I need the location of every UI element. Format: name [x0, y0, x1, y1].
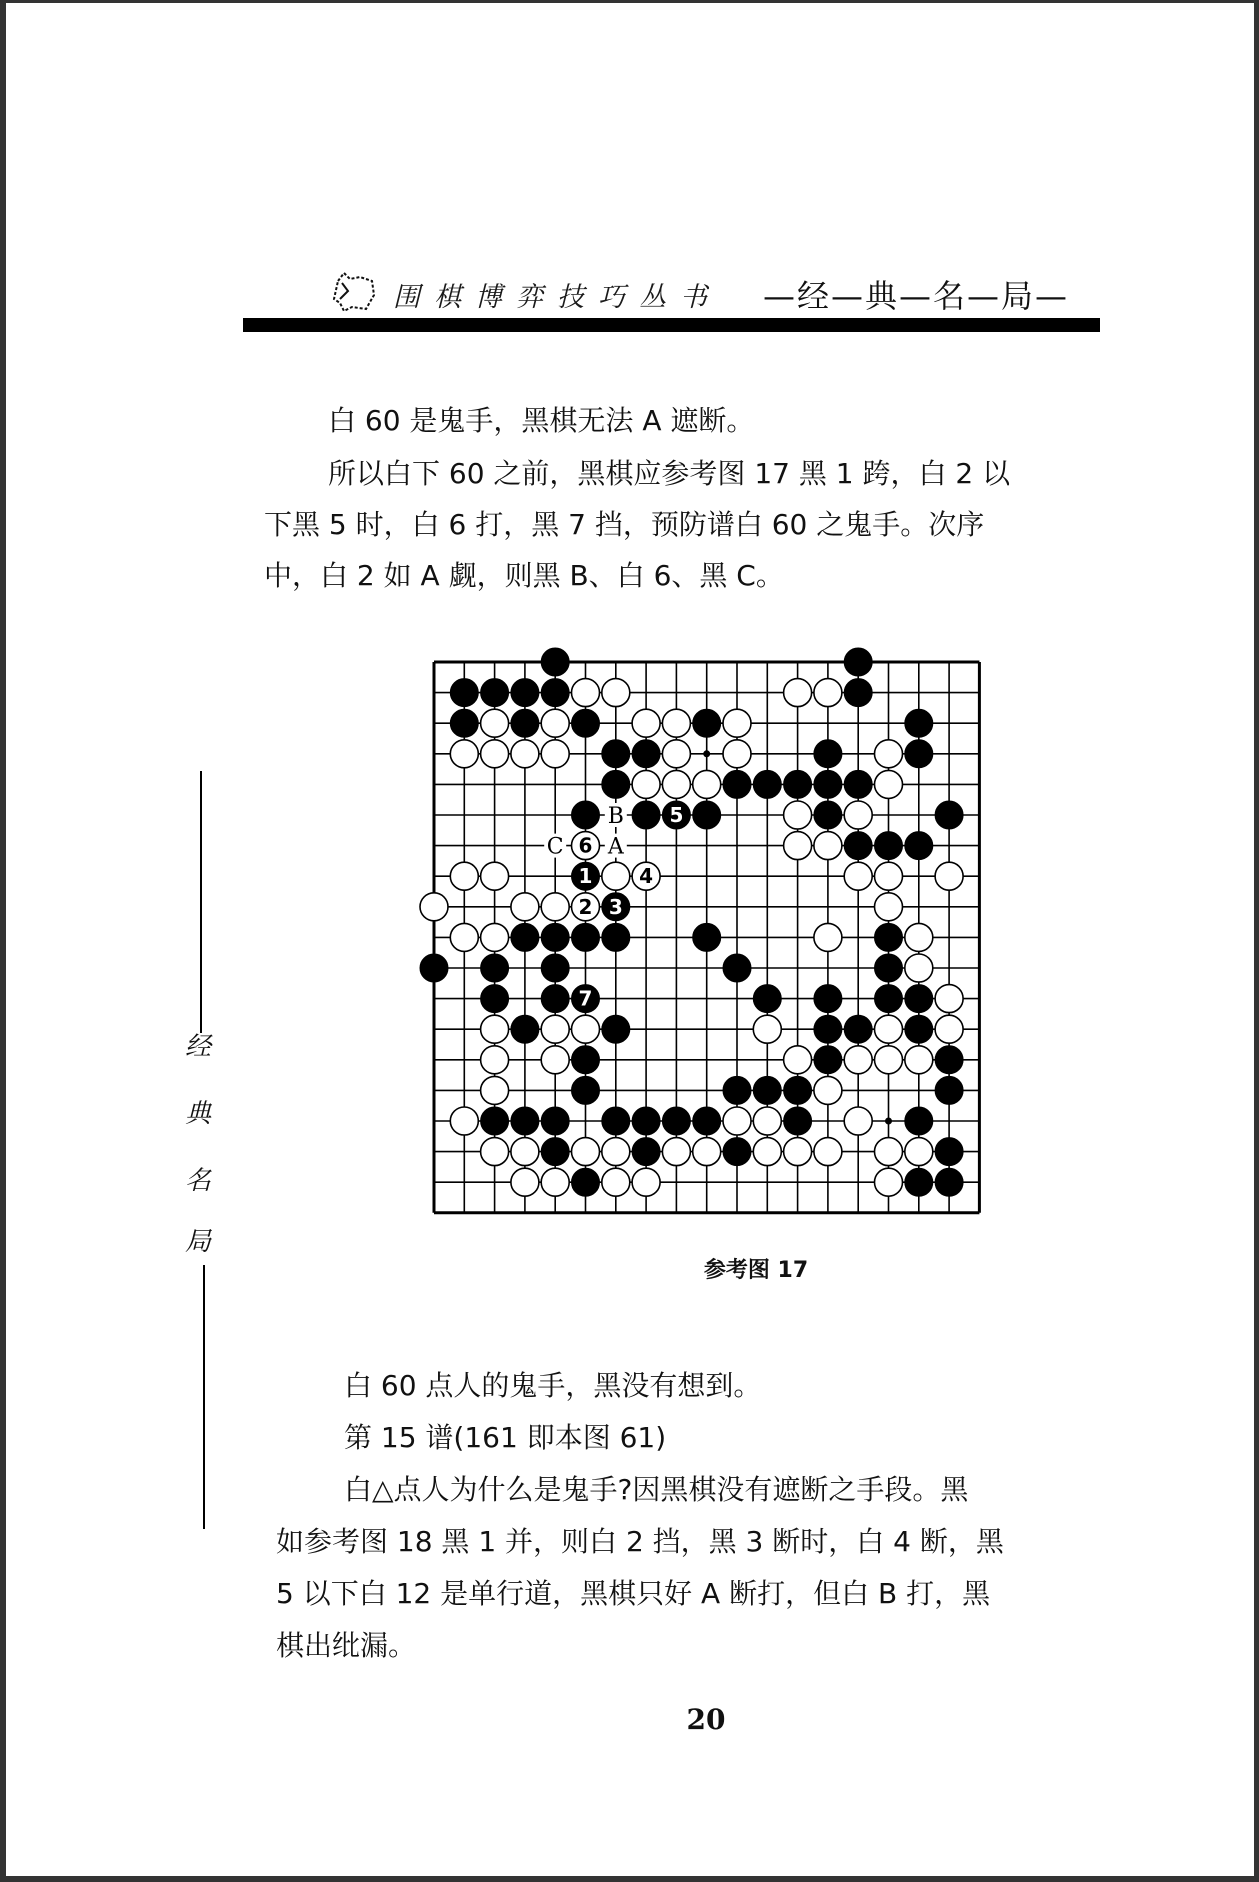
black-stone [632, 740, 660, 768]
white-stone [723, 740, 751, 768]
black-stone [693, 709, 721, 737]
white-stone [935, 985, 963, 1013]
white-stone [541, 709, 569, 737]
white-stone [905, 1138, 933, 1166]
white-stone [662, 740, 690, 768]
go-board-diagram [410, 642, 1000, 1242]
black-stone [905, 985, 933, 1013]
white-stone [753, 1015, 781, 1043]
black-stone [844, 1015, 872, 1043]
white-stone [723, 709, 751, 737]
black-stone [875, 832, 903, 860]
white-stone [753, 1107, 781, 1135]
white-stone [450, 862, 478, 890]
black-stone [935, 1168, 963, 1196]
black-stone [541, 923, 569, 951]
white-stone [481, 1076, 509, 1104]
white-stone [784, 832, 812, 860]
black-stone [481, 985, 509, 1013]
black-stone [905, 1168, 933, 1196]
black-stone [541, 954, 569, 982]
move-number: 4 [639, 864, 654, 889]
black-stone [602, 923, 630, 951]
black-stone [602, 1107, 630, 1135]
white-stone [905, 923, 933, 951]
black-stone [905, 832, 933, 860]
black-stone [572, 1168, 600, 1196]
black-stone [905, 709, 933, 737]
white-stone [511, 740, 539, 768]
black-stone [875, 923, 903, 951]
move-number: 2 [578, 894, 593, 919]
black-stone [784, 1107, 812, 1135]
white-stone [450, 923, 478, 951]
side-char-ju: 局 [185, 1227, 212, 1257]
header-rule [243, 318, 1100, 332]
black-stone [481, 679, 509, 707]
white-stone [541, 893, 569, 921]
white-stone [632, 709, 660, 737]
white-stone [784, 1138, 812, 1166]
body-paragraph-2: 第 15 谱(161 即本图 61) [344, 1421, 667, 1454]
white-stone [602, 862, 630, 890]
white-stone [602, 1168, 630, 1196]
star-point [703, 750, 710, 757]
white-stone [814, 1138, 842, 1166]
black-stone [541, 679, 569, 707]
white-stone [814, 679, 842, 707]
white-stone [420, 893, 448, 921]
white-stone [541, 1168, 569, 1196]
white-stone [511, 1168, 539, 1196]
black-stone [935, 1076, 963, 1104]
black-stone [602, 1015, 630, 1043]
black-stone [935, 1046, 963, 1074]
intro-paragraph-2-line-2: 下黑 5 时，白 6 打，黑 7 挡，预防谱白 60 之鬼手。次序 [264, 508, 985, 541]
white-stone [541, 1015, 569, 1043]
black-stone [481, 954, 509, 982]
white-stone [875, 1168, 903, 1196]
black-stone [632, 1138, 660, 1166]
white-stone [905, 1046, 933, 1074]
black-stone [662, 1107, 690, 1135]
black-stone [905, 740, 933, 768]
white-stone [753, 1138, 781, 1166]
side-char-dian: 典 [185, 1099, 212, 1129]
black-stone [844, 679, 872, 707]
body-paragraph-1: 白 60 点人的鬼手，黑没有想到。 [344, 1369, 762, 1402]
black-stone [935, 1138, 963, 1166]
white-stone [784, 1046, 812, 1074]
black-stone [511, 923, 539, 951]
body-paragraph-3-line-4: 棋出纰漏。 [276, 1629, 417, 1662]
black-stone [844, 770, 872, 798]
book-title: —经—典—名—局— [763, 277, 1070, 315]
white-stone [541, 740, 569, 768]
body-paragraph-3-line-3: 5 以下白 12 是单行道，黑棋只好 A 断打，但白 B 打，黑 [276, 1577, 991, 1610]
black-stone [935, 801, 963, 829]
black-stone [814, 801, 842, 829]
body-paragraph-3-line-1: 白△点人为什么是鬼手?因黑棋没有遮断之手段。黑 [344, 1473, 969, 1506]
side-char-jing: 经 [185, 1032, 212, 1062]
white-stone [935, 862, 963, 890]
black-stone [602, 740, 630, 768]
black-stone [511, 679, 539, 707]
black-stone [875, 954, 903, 982]
white-stone [844, 862, 872, 890]
page-number: 20 [686, 1703, 726, 1736]
black-stone [814, 770, 842, 798]
black-stone [420, 954, 448, 982]
black-stone [784, 770, 812, 798]
black-stone [541, 648, 569, 676]
white-stone [875, 1046, 903, 1074]
white-stone [875, 740, 903, 768]
black-stone [572, 1046, 600, 1074]
black-stone [723, 1076, 751, 1104]
white-stone [844, 801, 872, 829]
black-stone [693, 801, 721, 829]
white-stone [875, 1015, 903, 1043]
black-stone [814, 740, 842, 768]
white-stone [572, 1015, 600, 1043]
white-stone [693, 770, 721, 798]
intro-paragraph-2-line-1: 所以白下 60 之前，黑棋应参考图 17 黑 1 跨，白 2 以 [328, 457, 1011, 490]
move-number: 7 [578, 986, 593, 1011]
white-stone [481, 862, 509, 890]
black-stone [572, 923, 600, 951]
move-number: 3 [608, 894, 623, 919]
black-stone [844, 648, 872, 676]
black-stone [511, 1015, 539, 1043]
white-stone [875, 862, 903, 890]
move-number: 1 [578, 864, 593, 889]
white-stone [511, 1138, 539, 1166]
black-stone [572, 1076, 600, 1104]
black-stone [723, 954, 751, 982]
side-rule-top [200, 771, 202, 1033]
move-number: 5 [669, 803, 684, 827]
black-stone [450, 679, 478, 707]
white-stone [572, 679, 600, 707]
white-stone [662, 709, 690, 737]
white-stone [450, 740, 478, 768]
white-stone [662, 770, 690, 798]
white-stone [693, 1138, 721, 1166]
black-stone [541, 985, 569, 1013]
black-stone [875, 985, 903, 1013]
body-paragraph-3-line-2: 如参考图 18 黑 1 并，则白 2 挡，黑 3 断时，白 4 断，黑 [276, 1525, 1004, 1558]
white-stone [481, 923, 509, 951]
book-logo-icon [330, 269, 382, 313]
white-stone [814, 1076, 842, 1104]
white-stone [511, 893, 539, 921]
intro-paragraph-1: 白 60 是鬼手，黑棋无法 A 遮断。 [328, 404, 755, 437]
white-stone [572, 1138, 600, 1166]
black-stone [632, 1107, 660, 1135]
white-stone [481, 1015, 509, 1043]
white-stone [784, 679, 812, 707]
black-stone [814, 1046, 842, 1074]
black-stone [693, 1107, 721, 1135]
white-stone [875, 1138, 903, 1166]
black-stone [753, 1076, 781, 1104]
white-stone [935, 1015, 963, 1043]
book-page [6, 3, 1254, 1876]
black-stone [632, 801, 660, 829]
black-stone [602, 770, 630, 798]
white-stone [632, 1168, 660, 1196]
black-stone [541, 1107, 569, 1135]
black-stone [572, 801, 600, 829]
board-label: A [607, 834, 624, 860]
black-stone [511, 1107, 539, 1135]
black-stone [753, 770, 781, 798]
white-stone [844, 1046, 872, 1074]
white-stone [481, 1046, 509, 1074]
white-stone [875, 770, 903, 798]
black-stone [450, 709, 478, 737]
black-stone [814, 1015, 842, 1043]
white-stone [450, 1107, 478, 1135]
series-title: 围棋博弈技巧丛书 [393, 282, 721, 313]
black-stone [753, 985, 781, 1013]
black-stone [905, 1107, 933, 1135]
black-stone [511, 709, 539, 737]
intro-paragraph-2-line-3: 中，白 2 如 A 觑，则黑 B、白 6、黑 C。 [264, 559, 784, 592]
white-stone [905, 954, 933, 982]
black-stone [481, 1107, 509, 1135]
white-stone [481, 1138, 509, 1166]
board-label: C [546, 834, 564, 860]
white-stone [814, 832, 842, 860]
white-stone [784, 801, 812, 829]
star-point [885, 1118, 892, 1125]
white-stone [875, 893, 903, 921]
black-stone [814, 985, 842, 1013]
white-stone [814, 923, 842, 951]
black-stone [723, 1138, 751, 1166]
white-stone [541, 1046, 569, 1074]
board-label: B [607, 804, 624, 829]
white-stone [723, 1107, 751, 1135]
black-stone [905, 1015, 933, 1043]
white-stone [662, 1138, 690, 1166]
black-stone [723, 770, 751, 798]
black-stone [572, 709, 600, 737]
black-stone [784, 1076, 812, 1104]
black-stone [693, 923, 721, 951]
figure-caption: 参考图 17 [703, 1258, 809, 1283]
white-stone [481, 740, 509, 768]
black-stone [541, 1138, 569, 1166]
white-stone [844, 1107, 872, 1135]
side-char-ming: 名 [185, 1166, 212, 1196]
white-stone [602, 679, 630, 707]
side-rule-bottom [203, 1265, 205, 1529]
black-stone [844, 832, 872, 860]
move-number: 6 [578, 833, 593, 858]
white-stone [632, 770, 660, 798]
white-stone [602, 1138, 630, 1166]
white-stone [481, 709, 509, 737]
